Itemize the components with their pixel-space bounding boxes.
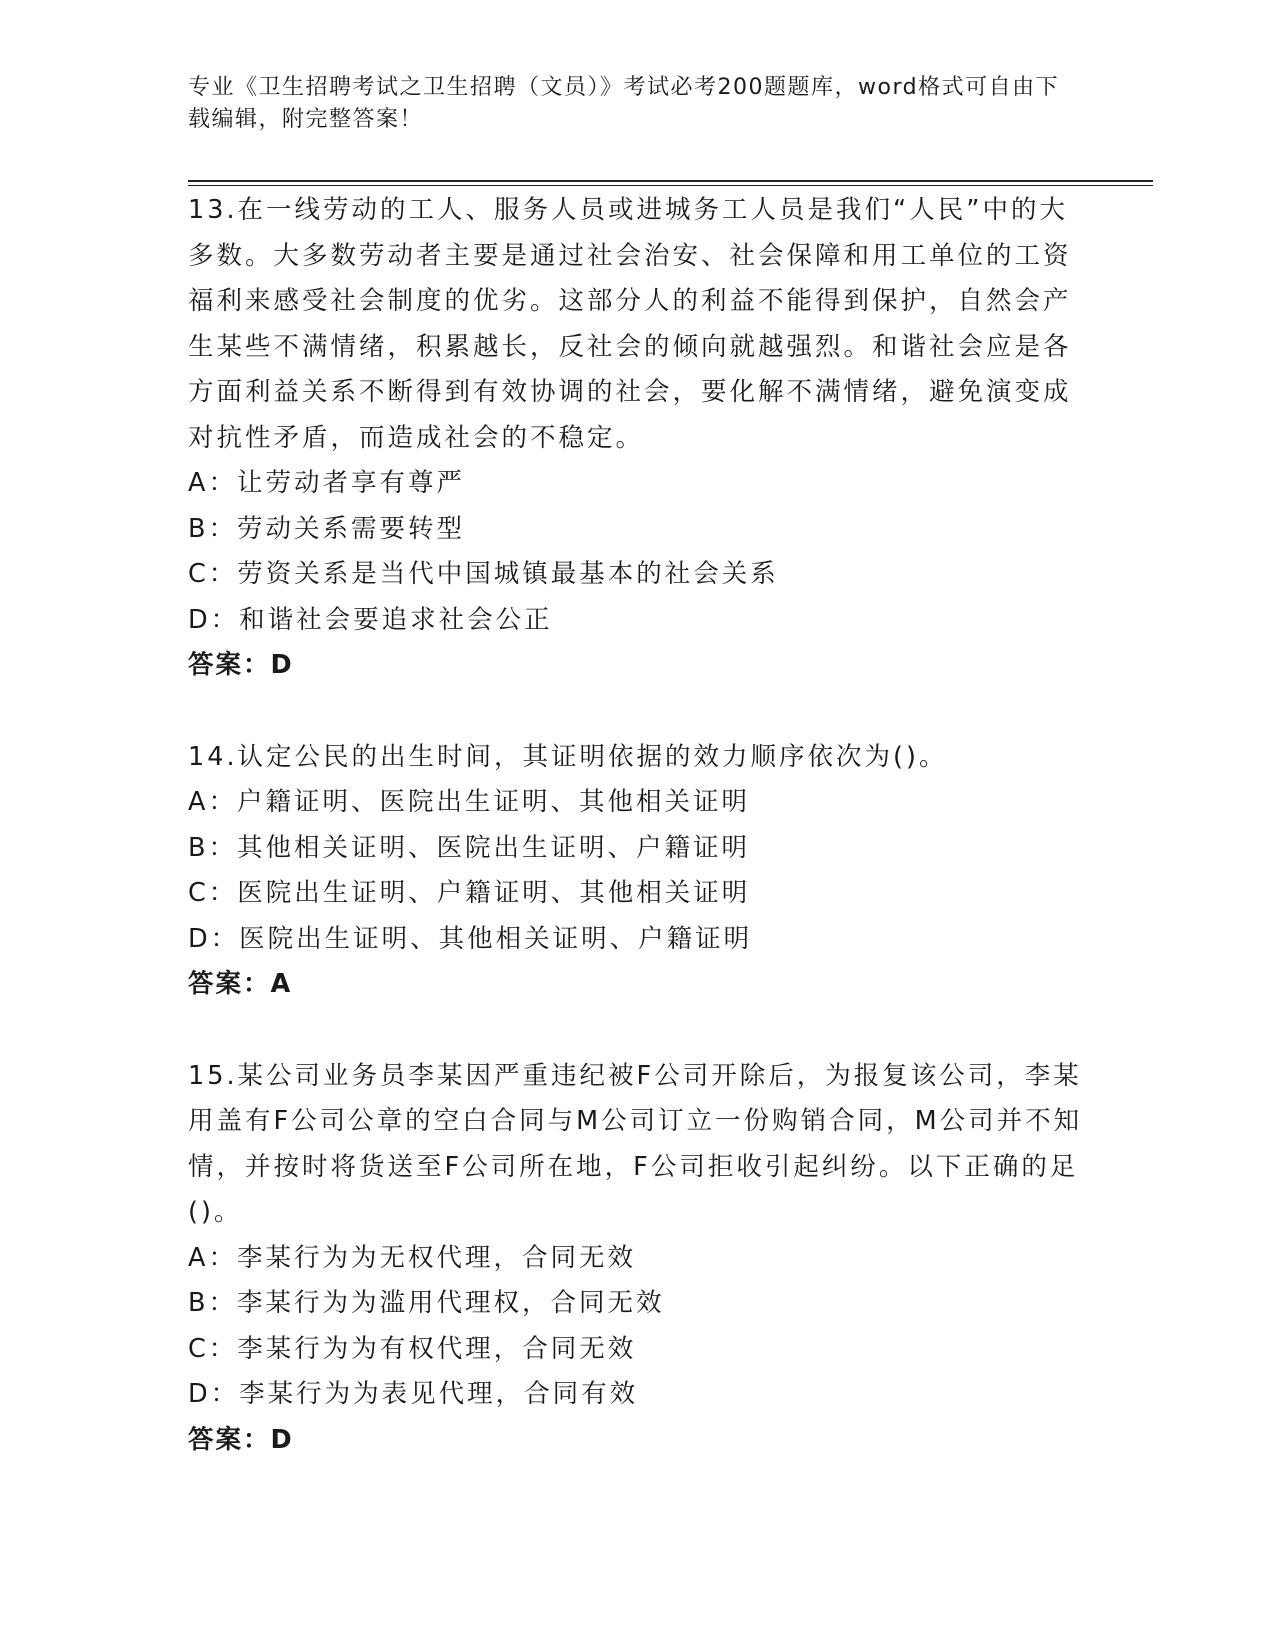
question-stem: 14.认定公民的出生时间，其证明依据的效力顺序依次为()。 (188, 741, 948, 772)
question-15 (188, 1054, 1088, 1464)
answer-line: 答案：D (188, 1424, 294, 1455)
option-d: D：李某行为为表见代理，合同有效 (188, 1379, 639, 1409)
option-c: C：医院出生证明、户籍证明、其他相关证明 (188, 878, 751, 908)
document-header: 专业《卫生招聘考试之卫生招聘（文员）》考试必考200题题库，word格式可自由下载编辑，附完整答案！ (188, 75, 1060, 132)
question-stem: 15.某公司业务员李某因严重违纪被F公司开除后，为报复该公司，李某用盖有F公司公章的空白合同与M公司订立一份购销合同，M公司并不知情，并按时将货送至F公司所在地，F公司拒收引起纠纷。以下正确的足()。 (188, 1060, 1083, 1227)
option-d: D：和谐社会要追求社会公正 (188, 604, 553, 635)
option-a: A：让劳动者享有尊严 (188, 468, 465, 498)
header-divider-thick (188, 180, 1153, 182)
option-c: C：劳资关系是当代中国城镇最基本的社会关系 (188, 559, 779, 589)
question-stem: 13.在一线劳动的工人、服务人员或进城务工人员是我们“人民”中的大多数。大多数劳动者主要是通过社会治安、社会保障和用工单位的工资福利来感受社会制度的优劣。这部分人的利益不能得到保护，自然会产生某些不满情绪，积累越长，反社会的倾向就越强烈。和谐社会应是各方面利益关系不断得到有效协调的社会，要化解不满情绪，避免演变成对抗性矛盾，而造成社会的不稳定。 (188, 195, 1072, 453)
question-spacer (188, 689, 1088, 735)
option-a: A：李某行为为无权代理，合同无效 (188, 1242, 636, 1273)
answer-line: 答案：A (188, 969, 293, 999)
option-a: A：户籍证明、医院出生证明、其他相关证明 (188, 787, 750, 817)
question-list (188, 188, 1088, 1463)
question-14 (188, 735, 1088, 1008)
question-13 (188, 188, 1088, 689)
option-c: C：李某行为为有权代理，合同无效 (188, 1333, 637, 1364)
option-b: B：其他相关证明、医院出生证明、户籍证明 (188, 832, 750, 863)
answer-line: 答案：D (188, 650, 294, 680)
option-d: D：医院出生证明、其他相关证明、户籍证明 (188, 923, 753, 954)
header-divider-thin (188, 185, 1153, 186)
option-b: B：劳动关系需要转型 (188, 513, 465, 544)
option-b: B：李某行为为滥用代理权，合同无效 (188, 1288, 665, 1318)
question-spacer (188, 1008, 1088, 1054)
